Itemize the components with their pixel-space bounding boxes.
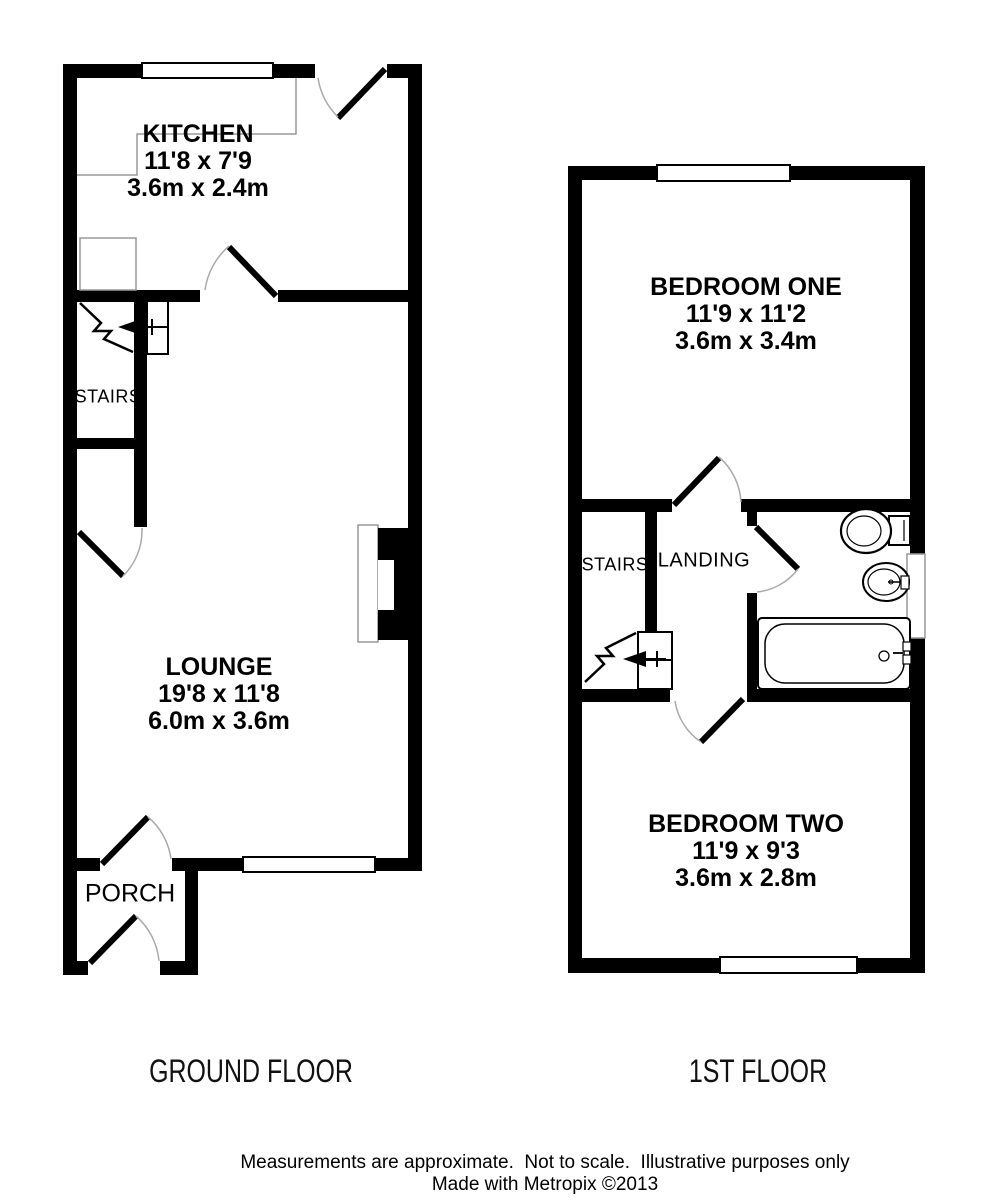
room-name: LOUNGE [165, 653, 273, 681]
room-name: BEDROOM TWO [648, 810, 844, 838]
door-arc [123, 528, 142, 576]
door-arc [675, 701, 701, 742]
door-arc [318, 78, 338, 117]
door-kitchen-lounge [205, 246, 276, 296]
wall-segment [160, 961, 198, 975]
room-dims-imperial: 11'9 x 9'3 [692, 837, 800, 865]
fireplace-opening [378, 560, 394, 610]
room-name: BEDROOM ONE [650, 273, 842, 301]
room-dims-imperial: 11'8 x 7'9 [144, 147, 252, 175]
wall-segment [857, 958, 925, 973]
door-landing-bedroom-one [674, 457, 741, 505]
door-leaf [229, 247, 276, 296]
room-label-lounge [148, 654, 290, 735]
room-dims-imperial: 11'9 x 11'2 [685, 300, 807, 328]
door-leaf [338, 69, 385, 118]
room-label-kitchen [127, 121, 269, 202]
footer-credit: Made with Metropix ©2013 [431, 1174, 659, 1195]
door-arc [757, 569, 798, 592]
door-leaf [79, 532, 123, 576]
wall-segment [741, 499, 910, 512]
room-label-bedroom-one [650, 274, 842, 355]
wall-segment [172, 858, 243, 871]
door-arc [719, 457, 741, 502]
bathtub-tap [903, 655, 911, 664]
door-leaf [674, 458, 719, 505]
wall-segment [278, 290, 422, 302]
door-leaf [90, 916, 136, 963]
room-label-stairs-first: STAIRS [581, 554, 649, 575]
wall-segment [375, 858, 422, 871]
wall-segment [747, 499, 757, 526]
staircase-symbol [80, 301, 168, 354]
room-dims-metric: 3.6m x 2.4m [127, 174, 269, 202]
bathtub-tap [903, 642, 911, 651]
window [142, 63, 273, 78]
door-lounge-porch [102, 817, 171, 864]
wall-segment [408, 64, 422, 870]
wall-segment [63, 961, 88, 975]
wall-segment [273, 64, 315, 78]
wall-segment [63, 290, 200, 302]
door-leaf [756, 527, 798, 569]
floor-label-ground: GROUND FLOOR [149, 1053, 353, 1089]
door-kitchen-back [318, 69, 385, 118]
bathtub-icon [758, 618, 911, 689]
room-label-landing: LANDING [657, 549, 751, 572]
footer-disclaimer: Measurements are approximate. Not to scale. Illustrative purposes only [240, 1152, 850, 1173]
arrow-head [118, 319, 141, 335]
floor-label-first: 1ST FLOOR [688, 1053, 828, 1089]
wall-segment [63, 64, 77, 975]
room-label-stairs-ground: STAIRS [74, 386, 142, 407]
door-landing-bedroom-two [675, 699, 743, 742]
door-arc [136, 916, 159, 961]
toilet-cistern [889, 516, 910, 545]
wall-segment [568, 499, 672, 512]
wall-segment [63, 438, 147, 449]
door-hall-lounge [79, 528, 142, 576]
wall-segment [568, 166, 582, 973]
room-dims-metric: 6.0m x 3.6m [148, 707, 290, 735]
wall-segment [747, 689, 910, 702]
wall-segment [568, 689, 670, 702]
window [720, 957, 857, 973]
wall-segment [63, 858, 100, 871]
door-porch-entrance [90, 916, 159, 963]
sink-icon [863, 563, 909, 601]
wall-segment [185, 871, 198, 975]
door-arc [148, 817, 171, 859]
room-label-porch: PORCH [84, 879, 176, 908]
wall-segment [568, 958, 720, 973]
window [243, 857, 375, 872]
ground-floor-doors [79, 69, 385, 963]
room-dims-imperial: 19'8 x 11'8 [158, 680, 280, 708]
room-dims-metric: 3.6m x 2.8m [675, 864, 817, 892]
arrow-head [623, 651, 646, 667]
wall-segment [747, 593, 757, 702]
wall-segment [790, 166, 925, 180]
door-landing-bathroom [756, 527, 798, 592]
staircase-symbol-upper [585, 632, 672, 689]
fireplace [358, 525, 408, 642]
door-leaf [701, 699, 743, 742]
hearth [358, 525, 378, 642]
room-dims-metric: 3.6m x 3.4m [675, 327, 817, 355]
sink-tap [901, 576, 909, 589]
window [657, 165, 790, 181]
counter-unit [80, 238, 136, 290]
door-arc [205, 246, 229, 290]
door-leaf [102, 817, 148, 864]
room-name: KITCHEN [142, 120, 254, 148]
toilet-icon [841, 509, 910, 553]
room-label-bedroom-two [648, 811, 844, 892]
bathroom-fixtures [758, 509, 911, 689]
bathtub-drain [879, 651, 889, 661]
